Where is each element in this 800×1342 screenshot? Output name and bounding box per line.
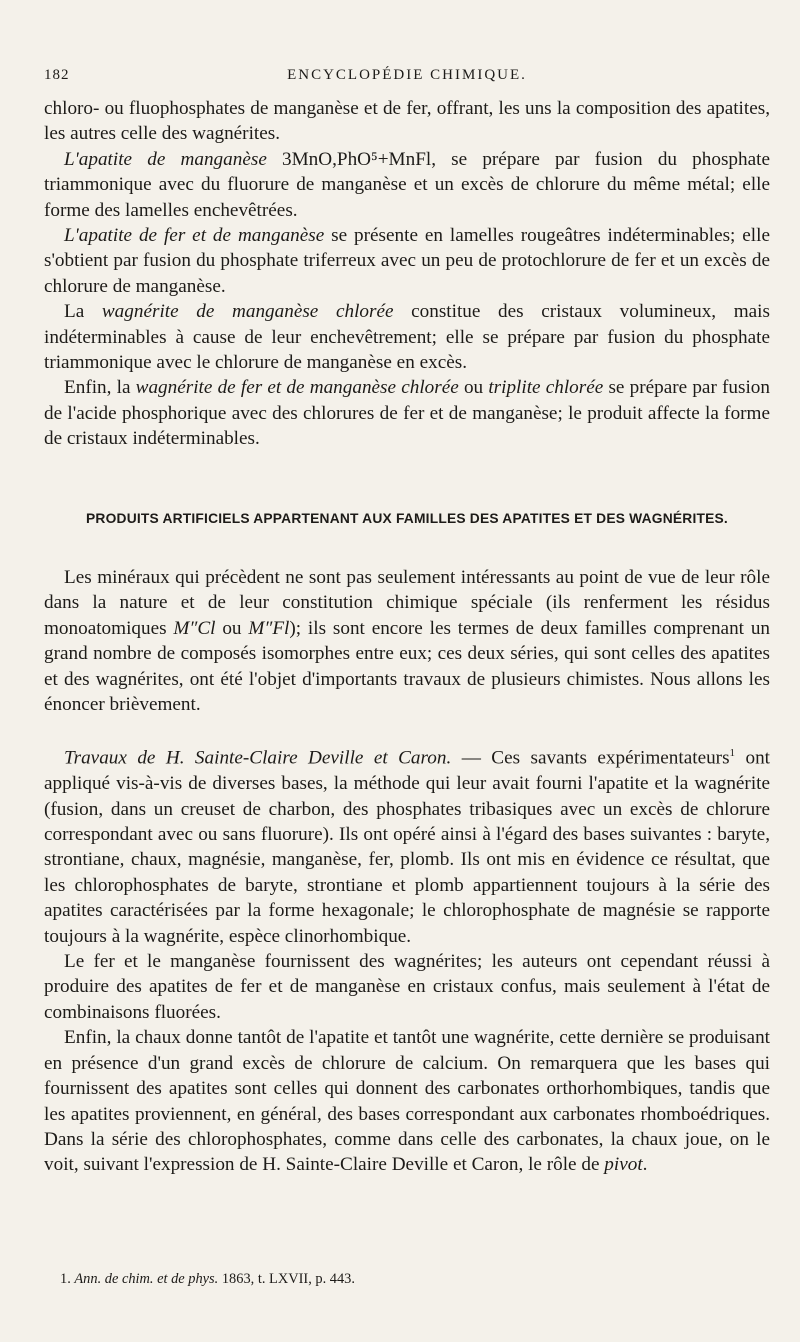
intro-paragraph-2-text: 3MnO,PhO⁵+MnFl, se prépare par fusion du phosphate triammonique avec du fluorure de manganèse et un excès de chlorure du même métal; elle forme des lamelles enchevêtrées. <box>44 148 770 221</box>
section-paragraph-4-a: Enfin, la chaux donne tantôt de l'apatite et tantôt une wagnérite, cette dernière se produisant en présence d'un grand excès de chlorure de calcium. On remarquera que les bases qui fournissent des apatites sont celles qui donnent des carbonates orthorhombiques, tandis que les apatites proviennent, en général, des bases correspondant aux carbonates rhomboédriques. Dans la série des chlorophosphates, comme dans celle des carbonates, la chaux joue, on le voit, suivant l'expression de H. Sainte-Claire Deville et Caron, le rôle de <box>44 1027 770 1176</box>
footnote <box>60 1271 770 1288</box>
intro-text-block <box>44 96 770 452</box>
footnote-reference: 1 <box>729 747 736 760</box>
intro-paragraph-4-text: constitue des cristaux volumineux, mais indéterminables à cause de leur enchevêtrement; elle se prépare par fusion du phosphate triammonique avec le chlorure de manganèse en excès. <box>44 301 770 374</box>
section-heading: PRODUITS ARTIFICIELS APPARTENANT AUX FAMILLES DES APATITES ET DES WAGNÉRITES. <box>86 511 728 526</box>
section-paragraph-3: Le fer et le manganèse fournissent des wagnérites; les auteurs ont cependant réussi à produire des apatites de fer et de manganèse en cristaux confus, mais seulement à l'état de combinaisons fluorées. <box>44 951 770 1023</box>
intro-paragraph-3-text: se présente en lamelles rougeâtres indéterminables; elle s'obtient par fusion du phosphate triferreux avec un peu de protochlorure de fer et un excès de chlorure de manganèse. <box>44 225 770 297</box>
term-wagnerite-fer-manganese: wagnérite de fer et de manganèse chlorée <box>135 377 459 399</box>
subsection-heading-deville-caron: Travaux de H. Sainte-Claire Deville et Caron. <box>64 747 452 769</box>
page-header <box>44 67 770 89</box>
intro-paragraph-2 <box>44 147 770 223</box>
section-paragraph-1-c: ); ils sont encore les termes de deux familles comprenant un grand nombre de composés isomorphes entre eux; ces deux séries, qui sont celles des apatites et des wagnérites, ont été l'objet d'importants travaux de plusieurs chimistes. Nous allons les énoncer brièvement. <box>44 617 771 716</box>
section-paragraph-2-b: ont appliqué vis-à-vis de diverses bases, la méthode qui leur avait fourni l'apatite et la wagnérite (fusion, dans un creuset de charbon, des phosphates tribasiques avec un excès de chlorure correspondant avec ou sans fluorure). Ils ont opéré ainsi à l'égard des bases suivantes : baryte, strontiane, chaux, magnésie, manganèse, fer, plomb. Ils ont mis en évidence ce résultat, que les chlorophosphates de baryte, strontiane et plomb appartiennent toujours à la série des apatites caractérisées par la forme hexagonale; le chlorophosphate de magnésie se rapporte toujours à la wagnérite, espèce clinorhombique. <box>44 747 770 947</box>
intro-paragraph-5-pre: Enfin, la <box>64 377 136 399</box>
footnote-marker: 1. <box>60 1271 75 1287</box>
formula-mcl: M″Cl <box>173 617 216 639</box>
section-paragraph-1-a: Les minéraux qui précèdent ne sont pas seulement intéressants au point de vue de leur rôle dans la nature et de leur constitution chimique spéciale (ils renferment les résidus monoatomiques <box>44 567 770 639</box>
section-text-block <box>44 565 770 1178</box>
term-apatite-fer-manganese: L'apatite de fer et de manganèse <box>64 225 325 247</box>
intro-paragraph-1: chloro- ou fluophosphates de manganèse et de fer, offrant, les uns la composition des apatites, les autres celle des wagnérites. <box>44 98 770 145</box>
section-paragraph-1-b: ou <box>215 617 249 639</box>
section-paragraph-1 <box>44 565 770 717</box>
intro-paragraph-4-pre: La <box>64 301 102 323</box>
term-wagnerite-manganese: wagnérite de manganèse chlorée <box>101 301 394 323</box>
footnote-details: 1863, t. LXVII, p. 443. <box>218 1271 355 1287</box>
intro-paragraph-5 <box>44 375 770 451</box>
section-paragraph-2-a: — Ces savants expérimentateurs <box>451 747 730 769</box>
section-paragraph-4 <box>44 1025 770 1177</box>
formula-mfl: M″Fl <box>248 617 290 639</box>
intro-paragraph-5-mid: ou <box>458 377 489 399</box>
running-title: ENCYCLOPÉDIE CHIMIQUE. <box>287 67 527 83</box>
footnote-source: Ann. de chim. et de phys. <box>74 1271 219 1287</box>
page-number: 182 <box>44 67 70 83</box>
term-pivot: pivot <box>604 1154 643 1176</box>
intro-paragraph-5-text: se prépare par fusion de l'acide phosphorique avec des chlorures de fer et de manganèse; le produit affecte la forme de cristaux indéterminables. <box>44 377 770 450</box>
section-paragraph-4-end: . <box>642 1154 648 1176</box>
section-paragraph-2 <box>44 741 770 949</box>
intro-paragraph-4 <box>44 299 770 375</box>
term-triplite-chloree: triplite chlorée <box>488 377 604 399</box>
term-apatite-manganese: L'apatite de manganèse <box>64 148 267 170</box>
intro-paragraph-3 <box>44 223 770 299</box>
